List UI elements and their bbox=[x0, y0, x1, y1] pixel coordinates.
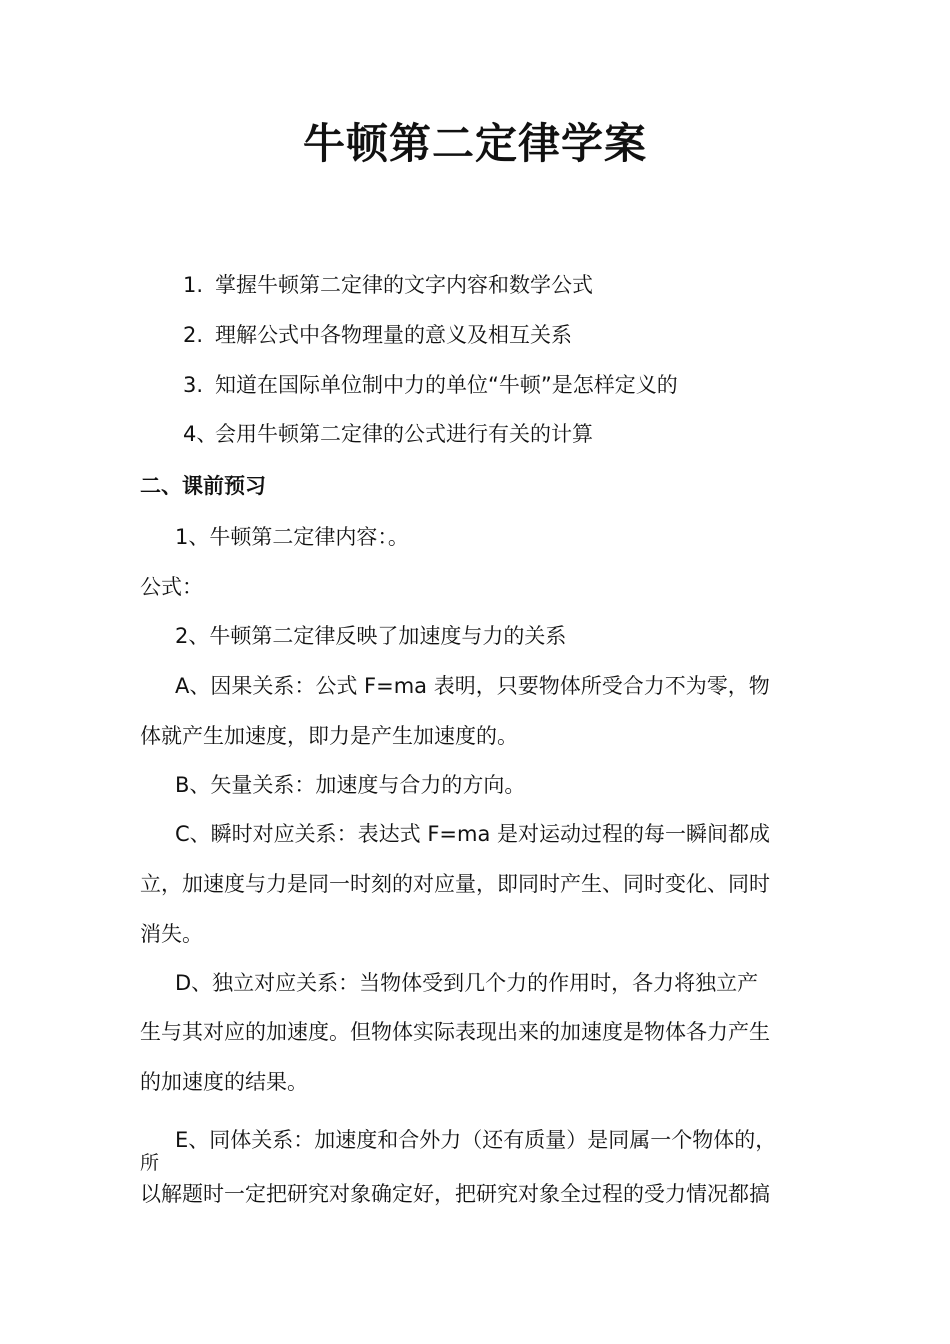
objective-number: 3. bbox=[183, 373, 204, 397]
formula-label: 公式： bbox=[140, 575, 203, 599]
objective-number: 1. bbox=[183, 273, 204, 297]
relation-d-line-3: 的加速度的结果。 bbox=[140, 1070, 308, 1094]
relation-a-line-1: A、因果关系：公式 F=ma 表明，只要物体所受合力不为零，物 bbox=[175, 674, 770, 698]
objective-item-2 bbox=[183, 319, 572, 351]
page-title: 牛顿第二定律学案 bbox=[302, 119, 647, 168]
objective-number: 4、 bbox=[183, 422, 218, 446]
objective-text: 知道在国际单位制中力的单位“牛顿”是怎样定义的 bbox=[215, 373, 678, 397]
relation-c-line-3: 消失。 bbox=[140, 922, 203, 946]
objective-item-4 bbox=[183, 418, 593, 450]
preview-q1: 1、牛顿第二定律内容：。 bbox=[175, 525, 409, 549]
objective-text: 会用牛顿第二定律的公式进行有关的计算 bbox=[215, 422, 593, 446]
relation-c-line-2: 立，加速度与力是同一时刻的对应量，即同时产生、同时变化、同时 bbox=[140, 872, 770, 896]
section-heading-preview: 二、课前预习 bbox=[140, 474, 266, 498]
relation-d-line-1: D、独立对应关系：当物体受到几个力的作用时，各力将独立产 bbox=[175, 971, 759, 995]
preview-q2: 2、牛顿第二定律反映了加速度与力的关系 bbox=[175, 624, 567, 648]
relation-a-line-2: 体就产生加速度，即力是产生加速度的。 bbox=[140, 724, 518, 748]
objective-item-1 bbox=[183, 269, 593, 301]
relation-b-line-1: B、矢量关系：加速度与合力的方向。 bbox=[175, 773, 526, 797]
relation-e-line-2: 所 bbox=[140, 1152, 160, 1174]
objective-text: 掌握牛顿第二定律的文字内容和数学公式 bbox=[215, 273, 593, 297]
objective-item-3 bbox=[183, 369, 678, 401]
relation-e-line-1: E、同体关系：加速度和合外力（还有质量）是同属一个物体的， bbox=[175, 1128, 777, 1152]
relation-e-line-3: 以解题时一定把研究对象确定好，把研究对象全过程的受力情况都搞 bbox=[140, 1182, 770, 1206]
relation-d-line-2: 生与其对应的加速度。但物体实际表现出来的加速度是物体各力产生 bbox=[140, 1020, 770, 1044]
relation-c-line-1: C、瞬时对应关系：表达式 F=ma 是对运动过程的每一瞬间都成 bbox=[175, 822, 771, 846]
objective-number: 2. bbox=[183, 323, 204, 347]
objective-text: 理解公式中各物理量的意义及相互关系 bbox=[215, 323, 572, 347]
